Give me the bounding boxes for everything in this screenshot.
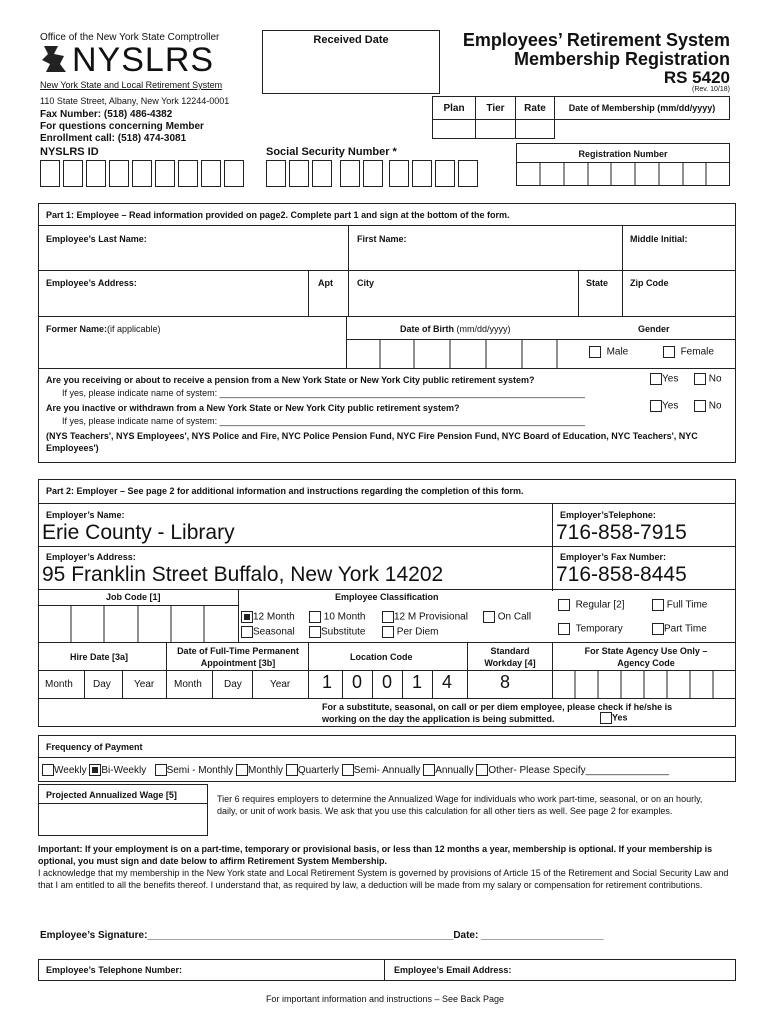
female-label: Female [680,346,714,358]
standard-workday-label: Standard Workday [4] [484,646,536,668]
pension-question: Are you receiving or about to receive a pension from a New York State or New York City public retirement system? [46,375,535,385]
class-per-diem[interactable] [382,626,438,638]
pension-yes[interactable] [650,373,678,385]
annually-checkbox[interactable] [423,764,435,776]
registration-number-header [516,143,730,163]
pension-question-sub: If yes, please indicate name of system: _________________________________________________________________________ [62,388,585,398]
substitute-note-1: For a substitute, seasonal, on call or per diem employee, please check if he/she is [322,702,673,712]
no-label: No [708,400,722,412]
plan-value[interactable] [432,119,476,139]
biweekly-checkbox[interactable] [89,764,101,776]
hire-month-label: Month [45,679,73,690]
appt-day-label: Day [224,679,242,690]
rate-field[interactable] [515,96,555,120]
male-checkbox[interactable] [589,346,601,358]
systems-note: (NYS Teachers', NYS Employees', NYS Police and Fire, NYC Police Pension Fund, NYC Fire Pension Fund, NYC Board of Education, NYC Teachers', NYC Employees') [46,431,698,453]
inactive-yes-checkbox[interactable] [650,400,662,412]
zip-label: Zip Code [630,278,669,288]
apt-label: Apt [318,278,333,288]
agency-use-label: For State Agency Use Only – Agency Code [584,646,708,668]
state-label: State [586,278,609,288]
questions-line-1: For questions concerning Member [40,121,204,132]
temporary-checkbox[interactable] [558,623,570,635]
class-substitute[interactable] [309,626,365,638]
part1-heading: Part 1: Employee – Read information provided on page2. Complete part 1 and sign at the bottom of the form. [46,210,510,220]
inactive-yes[interactable] [650,400,678,412]
gender-male[interactable] [589,346,628,358]
dob-label: Date of Birth (mm/dd/yyyy) [400,324,511,334]
regular-label: Regular [2] [575,599,625,611]
middle-initial-label: Middle Initial: [630,234,688,244]
office-line: Office of the New York State Comptroller [40,32,220,43]
fulltime-appointment-label: Date of Full-Time Permanent Appointment [3b] [177,646,299,668]
acknowledgement: I acknowledge that my membership in the New York state and Local Retirement System is governed by provisions of Article 15 of the Retirement and Social Security Law and that I am entitled to all the benefits thereof. I understand that, as required by law, a deduction will be made from my salary or compensation for retirement contributions. [38,868,729,890]
status-regular[interactable] [558,599,624,611]
substitute-note-2: working on the day the application is being submitted. [322,714,555,724]
full-time-label: Full Time [666,599,708,611]
female-checkbox[interactable] [663,346,675,358]
on-call-label: On Call [497,611,532,623]
freq-semimonthly[interactable]: Semi - Monthly [155,765,234,776]
12m-provisional-checkbox[interactable] [382,611,394,623]
nyslrs-id-boxes[interactable] [40,160,246,193]
back-page-note: For important information and instructions – See Back Page [265,994,505,1004]
employer-name-value[interactable]: Erie County - Library [42,521,235,544]
yes-label: Yes [662,373,679,385]
form-title-2: Membership Registration [513,49,730,69]
rate-label: Rate [524,103,546,114]
quarterly-checkbox[interactable] [286,764,298,776]
gender-label: Gender [638,324,670,334]
ssn-label: Social Security Number * [266,146,397,158]
freq-quarterly[interactable]: Quarterly [286,765,339,776]
status-full-time[interactable] [652,599,707,611]
pension-no-checkbox[interactable] [694,373,706,385]
logo-text: NYSLRS [72,41,215,79]
registration-number-boxes[interactable] [516,162,730,191]
location-code-label: Location Code [350,652,413,662]
frequency-options [42,764,669,776]
weekly-checkbox[interactable] [42,764,54,776]
last-name-label: Employee’s Last Name: [46,234,147,244]
location-digit: 0 [382,672,393,692]
hire-year-label: Year [134,679,155,690]
received-date-label: Received Date [313,34,389,46]
on-call-checkbox[interactable] [483,611,495,623]
pension-yes-checkbox[interactable] [650,373,662,385]
regular-checkbox[interactable] [558,599,570,611]
ssn-boxes[interactable] [266,160,478,193]
male-label: Male [606,346,629,358]
inactive-no[interactable] [694,400,722,412]
yes-label: Yes [612,712,628,723]
signature-line[interactable]: Employee’s Signature:_______________________________________________________Date: ______________________ [40,930,604,941]
appt-year-label: Year [270,679,291,690]
semimonthly-checkbox[interactable] [155,764,167,776]
standard-workday-value[interactable]: 8 [500,672,511,692]
substitute-checkbox[interactable] [309,626,321,638]
date-of-membership-label: Date of Membership (mm/dd/yyyy) [568,103,716,113]
employer-name-label: Employer’s Name: [46,510,125,520]
class-10-month[interactable] [309,611,365,623]
pension-no[interactable] [694,373,722,385]
seasonal-checkbox[interactable] [241,626,253,638]
nyslrs-id-label: NYSLRS ID [40,146,99,158]
job-code-boxes[interactable] [38,605,238,647]
frequency-label: Frequency of Payment [46,742,143,752]
working-yes-checkbox[interactable] [600,712,612,724]
location-digit: 1 [412,672,423,692]
employer-telephone-label: Employer’sTelephone: [560,510,656,520]
hire-date-label: Hire Date [3a] [70,652,129,662]
plan-label: Plan [443,103,465,114]
freq-biweekly[interactable]: Bi-Weekly [89,765,146,776]
employer-fax-label: Employer’s Fax Number: [560,552,667,562]
received-date-box [262,30,440,94]
part2-heading: Part 2: Employer – See page 2 for additional information and instructions regarding the completion of this form. [46,486,524,496]
employer-fax-value[interactable]: 716-858-8445 [556,563,687,586]
inactive-question-sub: If yes, please indicate name of system: _________________________________________________________________________ [62,416,585,426]
employee-email-label[interactable]: Employee’s Email Address: [394,965,512,975]
plan-field[interactable] [432,96,476,120]
former-name-label: Former Name:(if applicable) [46,324,161,334]
10-month-checkbox[interactable] [309,611,321,623]
system-name: New York State and Local Retirement System [40,80,223,90]
tier-value[interactable] [475,119,516,139]
freq-weekly[interactable]: Weekly [42,765,87,776]
questions-line-2: Enrollment call: (518) 474-3081 [40,133,187,144]
tier-field[interactable] [475,96,516,120]
freq-other[interactable]: Other- Please Specify_______________ [476,765,669,776]
important-note: Important: If your employment is on a part-time, temporary or provisional basis, or less than 12 months a year, membership is optional. If your membership is optional, you must sign and date below to affirm Retirement System Membership. [38,844,713,866]
city-label: City [357,278,375,288]
inactive-question: Are you inactive or withdrawn from a New York State or New York City public retirement system? [46,403,460,413]
substitute-label: Substitute [321,626,366,638]
10-month-label: 10 Month [323,611,366,623]
tier6-note: Tier 6 requires employers to determine the Annualized Wage for individuals who work part-time, seasonal, or on an hourly, daily, or unit of work basis. We ask that you use this calculation for all other tiers as well. See page 2 for examples. [217,794,703,816]
part-time-label: Part Time [664,623,707,635]
employer-address-value[interactable]: 95 Franklin Street Buffalo, New York 14202 [42,563,444,586]
employer-telephone-value[interactable]: 716-858-7915 [556,521,687,544]
12-month-checkbox[interactable] [241,611,253,623]
employer-address-label: Employer’s Address: [46,552,136,562]
freq-monthly[interactable]: Monthly [236,765,283,776]
form-revision: (Rev. 10/18) [692,86,730,93]
no-label: No [708,373,722,385]
rate-value[interactable] [515,119,555,139]
first-name-label: First Name: [357,234,407,244]
form-number: RS 5420 [663,68,730,87]
full-time-checkbox[interactable] [652,599,664,611]
location-digit: 4 [442,672,453,692]
12m-provisional-label: 12 M Provisional [394,611,468,623]
date-of-membership-field[interactable] [554,96,730,120]
class-12-month[interactable] [241,611,295,623]
employee-classification-label: Employee Classification [335,592,439,602]
working-yes[interactable] [600,712,628,724]
status-part-time[interactable] [652,623,707,635]
gender-female[interactable] [663,346,714,358]
freq-annually[interactable]: Annually [423,765,473,776]
class-12m-provisional[interactable] [382,611,468,623]
part-time-checkbox[interactable] [652,623,664,635]
temporary-label: Temporary [575,623,623,635]
form-title-1: Employees’ Retirement System [462,30,730,50]
per-diem-checkbox[interactable] [382,626,394,638]
nyslrs-logo-icon [40,44,68,74]
class-seasonal[interactable] [241,626,295,638]
job-code-label: Job Code [1] [106,592,161,602]
monthly-checkbox[interactable] [236,764,248,776]
location-digit: 1 [322,672,333,692]
location-digit: 0 [352,672,363,692]
fax-number: Fax Number: (518) 486-4382 [40,109,173,120]
inactive-no-checkbox[interactable] [694,400,706,412]
employee-telephone-label[interactable]: Employee’s Telephone Number: [46,965,183,975]
yes-label: Yes [662,400,679,412]
employee-address-label: Employee’s Address: [46,278,137,288]
projected-wage-label: Projected Annualized Wage [5] [46,790,177,800]
status-temporary[interactable] [558,623,623,635]
appt-month-label: Month [174,679,202,690]
semiannually-checkbox[interactable] [342,764,354,776]
seasonal-label: Seasonal [253,626,295,638]
freq-semiannually[interactable]: Semi- Annually [342,765,421,776]
per-diem-label: Per Diem [396,626,439,638]
tier-label: Tier [486,103,505,114]
registration-number-label: Registration Number [578,149,668,159]
address-line: 110 State Street, Albany, New York 12244-0001 [40,96,230,106]
class-on-call[interactable] [483,611,531,623]
12-month-label: 12 Month [253,611,295,623]
hire-day-label: Day [93,679,111,690]
other-checkbox[interactable] [476,764,488,776]
